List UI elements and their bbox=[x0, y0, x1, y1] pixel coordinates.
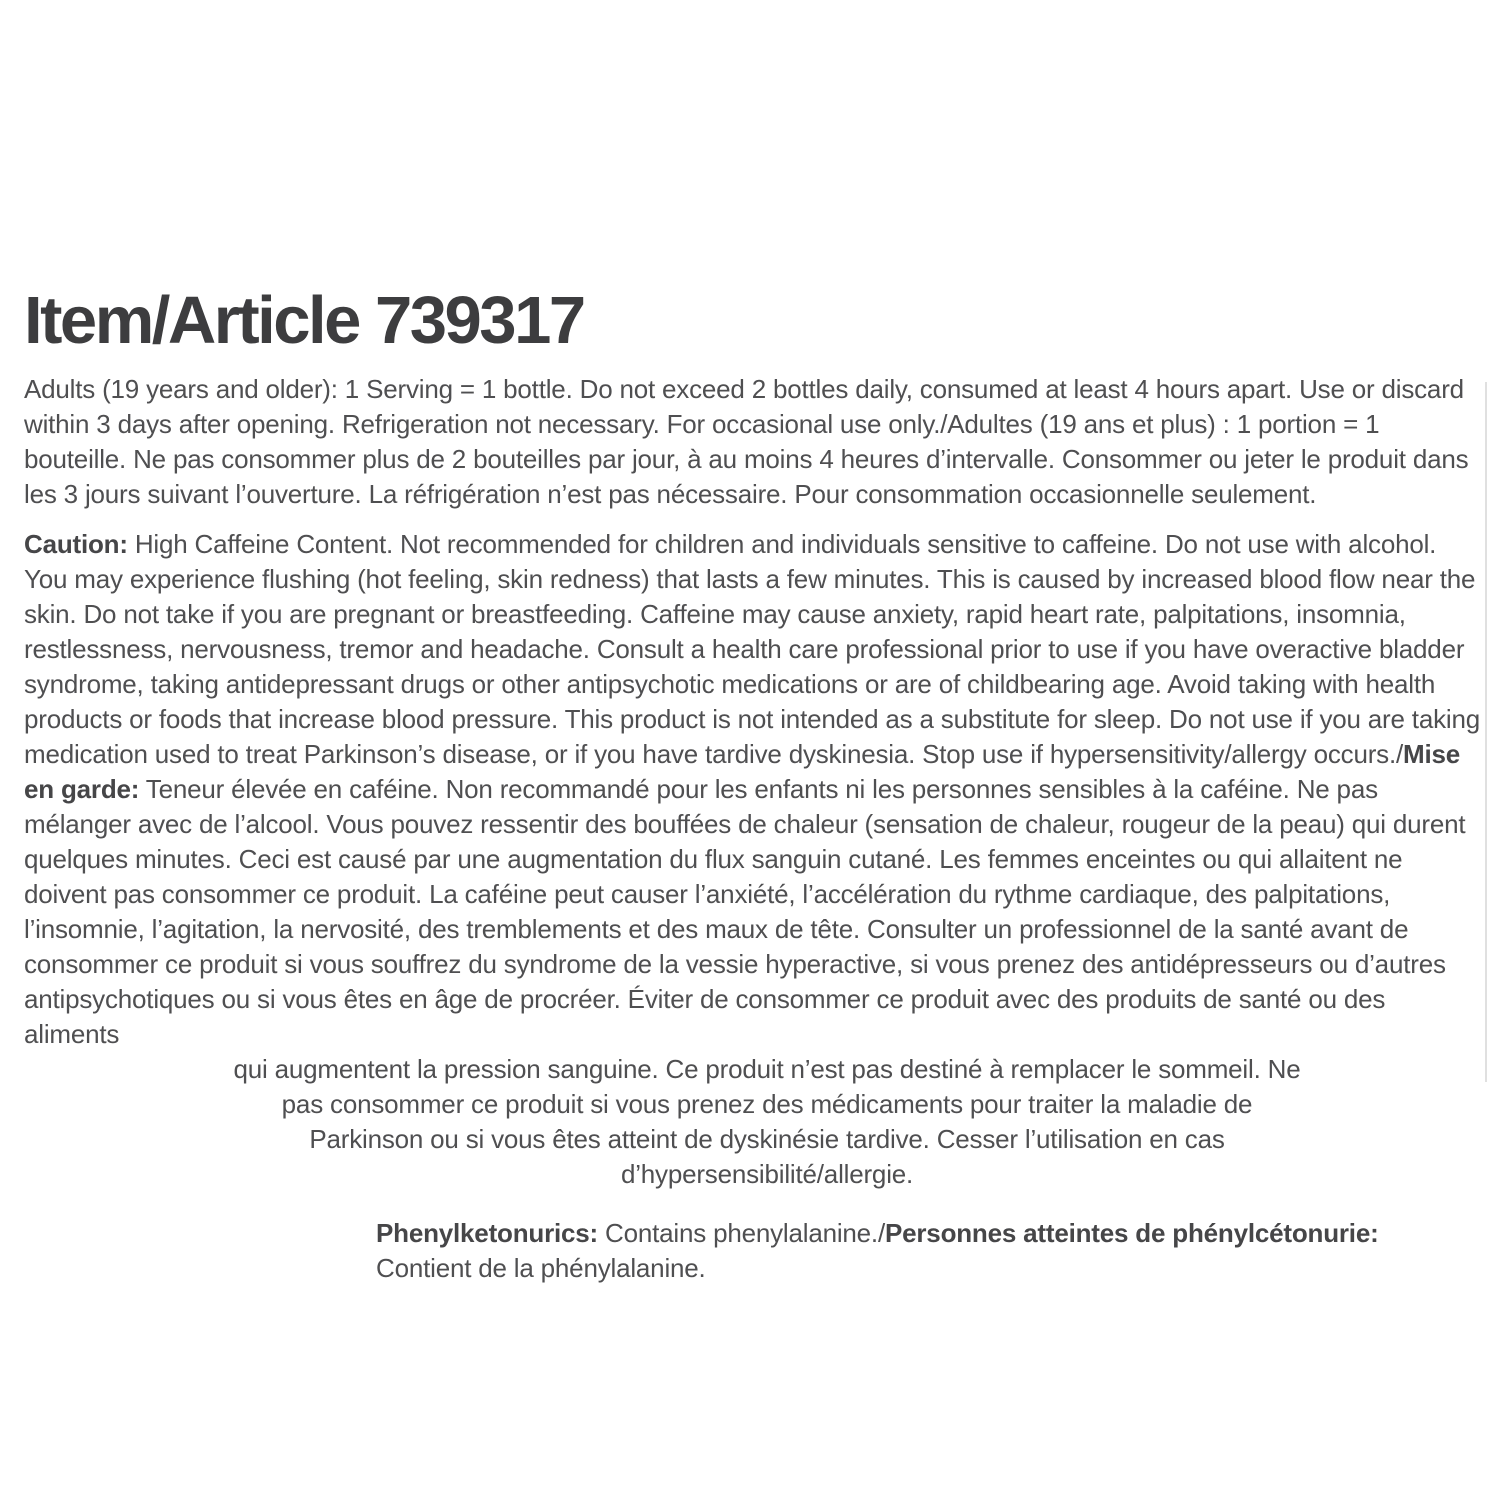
directions-paragraph: Adults (19 years and older): 1 Serving = 1 bottle. Do not exceed 2 bottles daily, consumed at least 4 hours apart. Use or discard within 3 days after opening. Refrigeration not necessary. For occasional use only./Adultes (19 ans et plus) : 1 portion = 1 bouteille. Ne pas consommer plus de 2 bouteilles par jour, à au moins 4 heures d’intervalle. Consommer ou jeter le produit dans les 3 jours suivant l’ouverture. La réfrigération n’est pas nécessaire. Pour consommation occasionnelle seulement. bbox=[24, 374, 1469, 510]
label-edge-artifact bbox=[1485, 382, 1487, 1082]
caution-text-fr: Teneur élevée en caféine. Non recommandé pour les enfants ni les personnes sensibles à la caféine. Ne pas mélanger avec de l’alcool. Vous pouvez ressentir des bouffées de chaleur (sensation de chaleur, rougeur de la peau) qui durent quelques minutes. Ceci est causé par une augmentation du flux sanguin cutané. Les femmes enceintes ou qui allaitent ne doivent pas consommer ce produit. La caféine peut causer l’anxiété, l’accélération du rythme cardiaque, des palpitations, l’insomnie, l’agitation, la nervosité, des tremblements et des maux de tête. Consulter un professionnel de la santé avant de consommer ce produit si vous souffrez du syndrome de la vessie hyperactive, si vous prenez des antidépresseurs ou d’autres antipsychotiques ou si vous êtes en âge de procréer. Éviter de consommer ce produit avec des produits de santé ou des aliments bbox=[24, 774, 1466, 1050]
page-title: Item/Article 739317 bbox=[24, 283, 584, 358]
phenylketonurics-text-fr: Contient de la phénylalanine. bbox=[376, 1253, 706, 1284]
caution-text-en: High Caffeine Content. Not recommended for children and individuals sensitive to caffeine. Do not use with alcohol. You may experience flushing (hot feeling, skin redness) that lasts a few minutes. This is caused by increased blood flow near the skin. Do not take if you are pregnant or breastfeeding. Caffeine may cause anxiety, rapid heart rate, palpitations, insomnia, restlessness, nervousness, tremor and headache. Consult a health care professional prior to use if you have overactive bladder syndrome, taking antidepressant drugs or other antipsychotic medications or are of childbearing age. Avoid taking with health products or foods that increase blood pressure. This product is not intended as a substitute for sleep. Do not use if you are taking medication used to treat Parkinson’s disease, or if you have tardive dyskinesia. Stop use if hypersensitivity/allergy occurs./ bbox=[24, 529, 1480, 770]
phenylketonurics-label-en: Phenylketonurics: bbox=[376, 1218, 598, 1249]
caution-label-en: Caution: bbox=[24, 529, 128, 560]
caution-label-fr: Mise en garde: bbox=[24, 739, 1461, 805]
caution-paragraph-centered: qui augmentent la pression sanguine. Ce produit n’est pas destiné à remplacer le sommeil. Ne pas consommer ce produit si vous prenez des médicaments pour traiter la maladie de Parkinson ou si vous êtes atteint de dyskinésie tardive. Cesser l’utilisation en cas d’hypersensibilité/allergie. bbox=[233, 1054, 1301, 1190]
phenylketonurics-text-en: Contains phenylalanine./ bbox=[598, 1218, 885, 1249]
caution-paragraph bbox=[24, 527, 1480, 1052]
phenylketonurics-label-fr: Personnes atteintes de phénylcétonurie: bbox=[884, 1218, 1379, 1249]
phenylketonurics-paragraph bbox=[376, 1216, 1466, 1286]
